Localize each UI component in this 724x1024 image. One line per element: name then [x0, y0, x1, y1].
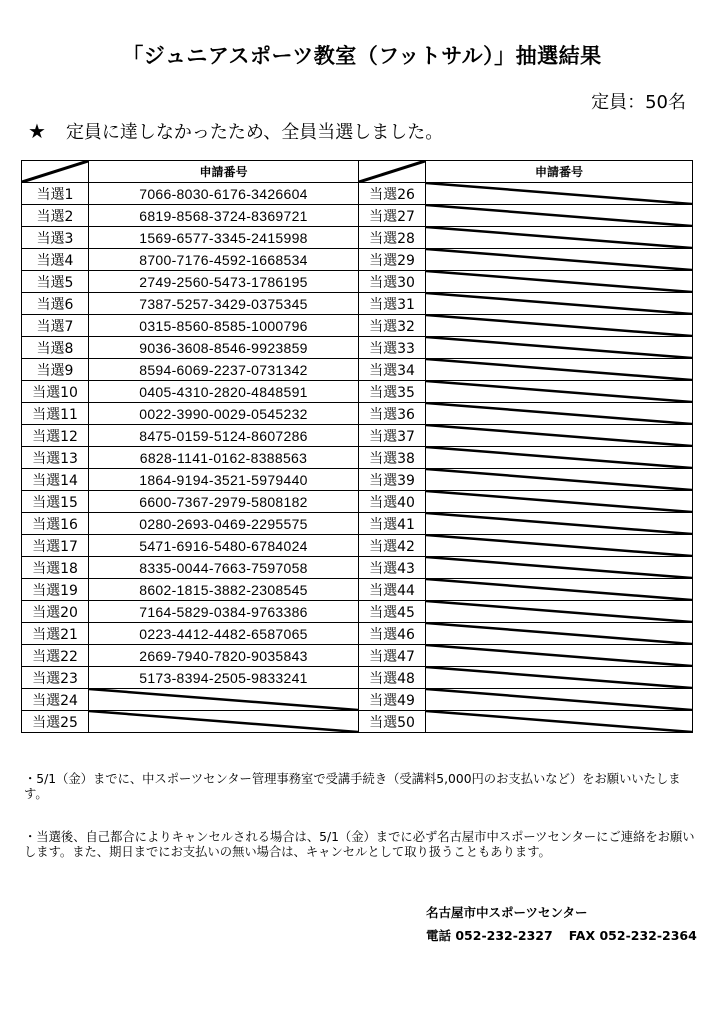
results-table — [21, 160, 693, 733]
application-number: 5173-8394-2505-9833241 — [89, 667, 359, 689]
winner-label: 当選14 — [22, 469, 89, 491]
application-number: 1569-6577-3345-2415998 — [89, 227, 359, 249]
note-procedure: ・5/1（金）までに、中スポーツセンター管理事務室で受講手続き（受講料5,000円のお支払いなど）をお願いいたします。 — [24, 772, 681, 801]
winner-label: 当選25 — [22, 711, 89, 733]
table-row — [22, 403, 693, 425]
application-number: 1864-9194-3521-5979440 — [89, 469, 359, 491]
application-number: 6819-8568-3724-8369721 — [89, 205, 359, 227]
empty-slot — [426, 381, 693, 403]
winner-label: 当選32 — [359, 315, 426, 337]
empty-slot — [426, 513, 693, 535]
header-application-number-right: 申請番号 — [426, 161, 693, 183]
empty-slot — [426, 425, 693, 447]
table-row — [22, 711, 693, 733]
table-row — [22, 447, 693, 469]
table-row — [22, 513, 693, 535]
empty-slot — [426, 447, 693, 469]
winner-label: 当選5 — [22, 271, 89, 293]
winner-label: 当選6 — [22, 293, 89, 315]
application-number: 6828-1141-0162-8388563 — [89, 447, 359, 469]
table-row — [22, 381, 693, 403]
winner-label: 当選17 — [22, 535, 89, 557]
winner-label: 当選41 — [359, 513, 426, 535]
note-cancellation: ・当選後、自己都合によりキャンセルされる場合は、5/1（金）までに必ず名古屋市中スポーツセンターにご連絡をお願いします。また、期日までにお支払いの無い場合は、キャンセルとして取り扱うこともあります。 — [24, 830, 695, 859]
contact-info — [426, 926, 697, 944]
header-corner-right — [359, 161, 426, 183]
empty-slot — [426, 271, 693, 293]
organization-name: 名古屋市中スポーツセンター — [426, 905, 588, 920]
winner-label: 当選22 — [22, 645, 89, 667]
notice-text: 定員に達しなかったため、全員当選しました。 — [65, 122, 444, 143]
table-row — [22, 535, 693, 557]
winner-label: 当選18 — [22, 557, 89, 579]
table-row — [22, 205, 693, 227]
winner-label: 当選43 — [359, 557, 426, 579]
table-row — [22, 557, 693, 579]
table-row — [22, 579, 693, 601]
winner-label: 当選24 — [22, 689, 89, 711]
header-application-number-left: 申請番号 — [89, 161, 359, 183]
table-row — [22, 271, 693, 293]
application-number: 2669-7940-7820-9035843 — [89, 645, 359, 667]
empty-slot — [426, 205, 693, 227]
page-title: 「ジュニアスポーツ教室（フットサル）」抽選結果 — [122, 44, 602, 68]
winner-label: 当選3 — [22, 227, 89, 249]
empty-slot — [426, 579, 693, 601]
application-number: 0022-3990-0029-0545232 — [89, 403, 359, 425]
empty-slot — [426, 711, 693, 733]
winner-label: 当選19 — [22, 579, 89, 601]
application-number: 8700-7176-4592-1668534 — [89, 249, 359, 271]
winner-label: 当選35 — [359, 381, 426, 403]
table-row — [22, 315, 693, 337]
winner-label: 当選46 — [359, 623, 426, 645]
winner-label: 当選49 — [359, 689, 426, 711]
empty-slot — [426, 359, 693, 381]
table-row — [22, 601, 693, 623]
winner-label: 当選11 — [22, 403, 89, 425]
table-row — [22, 645, 693, 667]
table-row — [22, 469, 693, 491]
empty-slot — [426, 689, 693, 711]
application-number: 7066-8030-6176-3426604 — [89, 183, 359, 205]
empty-slot — [89, 689, 359, 711]
winner-label: 当選27 — [359, 205, 426, 227]
winner-label: 当選47 — [359, 645, 426, 667]
table-row — [22, 667, 693, 689]
application-number: 7387-5257-3429-0375345 — [89, 293, 359, 315]
winner-label: 当選38 — [359, 447, 426, 469]
header-corner-left — [22, 161, 89, 183]
winner-label: 当選26 — [359, 183, 426, 205]
capacity-label: 定員：50名 — [591, 92, 686, 113]
table-row — [22, 689, 693, 711]
fax-number: FAX 052-232-2364 — [568, 928, 697, 943]
winner-label: 当選29 — [359, 249, 426, 271]
application-number: 6600-7367-2979-5808182 — [89, 491, 359, 513]
empty-slot — [426, 183, 693, 205]
table-row — [22, 227, 693, 249]
winner-label: 当選4 — [22, 249, 89, 271]
empty-slot — [89, 711, 359, 733]
application-number: 5471-6916-5480-6784024 — [89, 535, 359, 557]
winner-label: 当選10 — [22, 381, 89, 403]
application-number: 0315-8560-8585-1000796 — [89, 315, 359, 337]
winner-label: 当選45 — [359, 601, 426, 623]
table-header-row — [22, 161, 693, 183]
winner-label: 当選48 — [359, 667, 426, 689]
winner-label: 当選30 — [359, 271, 426, 293]
winner-label: 当選39 — [359, 469, 426, 491]
empty-slot — [426, 491, 693, 513]
empty-slot — [426, 535, 693, 557]
winner-label: 当選12 — [22, 425, 89, 447]
table-row — [22, 359, 693, 381]
application-number: 9036-3608-8546-9923859 — [89, 337, 359, 359]
empty-slot — [426, 293, 693, 315]
winner-label: 当選21 — [22, 623, 89, 645]
application-number: 8475-0159-5124-8607286 — [89, 425, 359, 447]
winner-label: 当選28 — [359, 227, 426, 249]
empty-slot — [426, 315, 693, 337]
application-number: 8335-0044-7663-7597058 — [89, 557, 359, 579]
empty-slot — [426, 645, 693, 667]
empty-slot — [426, 469, 693, 491]
table-row — [22, 249, 693, 271]
empty-slot — [426, 623, 693, 645]
winner-label: 当選16 — [22, 513, 89, 535]
empty-slot — [426, 249, 693, 271]
phone-number: 電話 052-232-2327 — [426, 928, 553, 943]
winner-label: 当選9 — [22, 359, 89, 381]
application-number: 7164-5829-0384-9763386 — [89, 601, 359, 623]
application-number: 8602-1815-3882-2308545 — [89, 579, 359, 601]
empty-slot — [426, 337, 693, 359]
winner-label: 当選50 — [359, 711, 426, 733]
table-row — [22, 293, 693, 315]
empty-slot — [426, 403, 693, 425]
winner-label: 当選31 — [359, 293, 426, 315]
winner-label: 当選13 — [22, 447, 89, 469]
winner-label: 当選2 — [22, 205, 89, 227]
application-number: 0280-2693-0469-2295575 — [89, 513, 359, 535]
winner-label: 当選20 — [22, 601, 89, 623]
application-number: 2749-2560-5473-1786195 — [89, 271, 359, 293]
winner-label: 当選15 — [22, 491, 89, 513]
empty-slot — [426, 227, 693, 249]
winner-label: 当選36 — [359, 403, 426, 425]
empty-slot — [426, 667, 693, 689]
winner-label: 当選40 — [359, 491, 426, 513]
table-row — [22, 491, 693, 513]
winner-label: 当選44 — [359, 579, 426, 601]
table-row — [22, 425, 693, 447]
table-row — [22, 337, 693, 359]
application-number: 0223-4412-4482-6587065 — [89, 623, 359, 645]
empty-slot — [426, 601, 693, 623]
winner-label: 当選8 — [22, 337, 89, 359]
empty-slot — [426, 557, 693, 579]
winner-label: 当選42 — [359, 535, 426, 557]
winner-label: 当選7 — [22, 315, 89, 337]
table-row — [22, 183, 693, 205]
winner-label: 当選33 — [359, 337, 426, 359]
winner-label: 当選1 — [22, 183, 89, 205]
winner-label: 当選23 — [22, 667, 89, 689]
application-number: 0405-4310-2820-4848591 — [89, 381, 359, 403]
winner-label: 当選34 — [359, 359, 426, 381]
table-row — [22, 623, 693, 645]
notice — [28, 118, 443, 144]
star-icon: ★ — [28, 119, 46, 143]
winner-label: 当選37 — [359, 425, 426, 447]
application-number: 8594-6069-2237-0731342 — [89, 359, 359, 381]
